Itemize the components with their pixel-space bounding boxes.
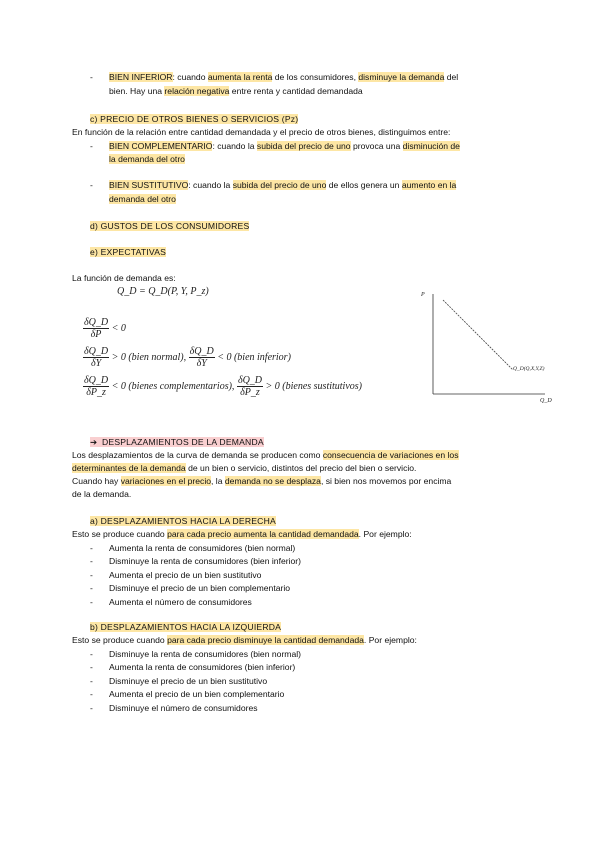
text: , si bien nos movemos por encima <box>320 476 452 486</box>
list-item: Disminuye el precio de un bien sustitutivo <box>109 676 268 686</box>
highlight: demanda del otro <box>109 194 176 204</box>
derecha-heading <box>90 516 276 526</box>
text: bien. Hay una <box>109 86 165 96</box>
derivative-denominator: δY <box>196 358 207 369</box>
text: de los consumidores, <box>272 72 359 82</box>
demand-curve <box>443 300 513 370</box>
derivative-relation: < 0 <box>111 322 126 334</box>
complementario-line1 <box>109 141 460 151</box>
bullet-dash: - <box>90 72 93 82</box>
highlight: para cada precio disminuye la cantidad demandada <box>167 635 364 645</box>
text: Esto se produce cuando <box>72 529 168 539</box>
text: Los desplazamientos de la curva de demanda se producen como <box>72 450 323 460</box>
text: , la <box>211 476 225 486</box>
bien-inferior-label: BIEN INFERIOR <box>109 72 173 82</box>
highlight: la demanda del otro <box>109 154 185 164</box>
list-item: Disminuye la renta de consumidores (bien normal) <box>109 649 302 659</box>
derivative-denominator: δP_z <box>240 387 260 398</box>
bullet-dash: - <box>90 649 93 659</box>
heading-text: DESPLAZAMIENTOS DE LA DEMANDA <box>101 437 264 447</box>
bullet-dash: - <box>90 676 93 686</box>
heading-text: c) PRECIO DE OTROS BIENES O SERVICIOS (Pz) <box>90 114 299 124</box>
derivative-income <box>83 346 291 369</box>
derivative-denominator: δY <box>90 358 102 369</box>
bien-inferior-line2 <box>109 86 363 96</box>
highlight: determinantes de la demanda <box>72 463 186 473</box>
highlight: para cada precio aumenta la cantidad demandada <box>167 529 359 539</box>
list-item: Aumenta el número de consumidores <box>109 597 252 607</box>
bullet-dash: - <box>90 570 93 580</box>
bullet-dash: - <box>90 583 93 593</box>
complementario-line2 <box>109 154 185 164</box>
section-c-heading <box>90 114 298 124</box>
highlight: subida del precio de uno <box>256 141 351 151</box>
heading-text: b) DESPLAZAMIENTOS HACIA LA IZQUIERDA <box>90 622 282 632</box>
highlight: subida del precio de uno <box>232 180 327 190</box>
bullet-dash: - <box>90 180 93 190</box>
section-e-heading <box>90 247 166 257</box>
sustitutivo-line1 <box>109 180 456 190</box>
section-d-heading <box>90 221 249 231</box>
bien-inferior-line1 <box>109 72 458 82</box>
heading-text: d) GUSTOS DE LOS CONSUMIDORES <box>90 221 250 231</box>
bullet-dash: - <box>90 689 93 699</box>
highlight: consecuencia de variaciones en los <box>322 450 459 460</box>
x-axis-label: Q_D <box>540 398 552 404</box>
bullet-dash: - <box>90 703 93 713</box>
text: . Por ejemplo: <box>358 529 412 539</box>
list-item: Aumenta la renta de consumidores (bien normal) <box>109 543 296 553</box>
bullet-dash: - <box>90 141 93 151</box>
text: : cuando la <box>188 180 233 190</box>
bullet-dash: - <box>90 543 93 553</box>
highlight: aumento en la <box>401 180 457 190</box>
derivative-price <box>83 317 126 340</box>
izquierda-intro <box>72 635 417 645</box>
derivative-relation: > 0 (bienes sustitutivos) <box>265 380 362 392</box>
highlight: variaciones en el precio <box>120 476 212 486</box>
list-item: Disminuye el número de consumidores <box>109 703 258 713</box>
bullet-dash: - <box>90 662 93 672</box>
derivative-numerator: δQ_D <box>189 346 214 357</box>
derecha-intro <box>72 529 412 539</box>
bullet-dash: - <box>90 556 93 566</box>
highlight: demanda no se desplaza <box>224 476 321 486</box>
derivative-numerator: δQ_D <box>84 317 109 328</box>
y-axis-label: P <box>421 292 425 298</box>
derivative-relation: < 0 (bienes complementarios), <box>111 380 235 392</box>
demand-function-formula: Q_D = Q_D(P, Y, P_z) <box>117 286 209 297</box>
desplazamientos-heading <box>90 437 264 448</box>
text: Esto se produce cuando <box>72 635 168 645</box>
arrow-icon: ➔ <box>90 437 98 447</box>
complementario-label: BIEN COMPLEMENTARIO <box>109 141 213 151</box>
highlight: aumenta la renta <box>207 72 273 82</box>
funcion-intro: La función de demanda es: <box>72 273 176 283</box>
derivative-relation: < 0 (bien inferior) <box>217 351 291 363</box>
heading-text: e) EXPECTATIVAS <box>90 247 167 257</box>
bullet-dash: - <box>90 597 93 607</box>
heading-text: a) DESPLAZAMIENTOS HACIA LA DERECHA <box>90 516 276 526</box>
derivative-denominator: δP_z <box>86 387 106 398</box>
text: Cuando hay <box>72 476 121 486</box>
highlight: disminuye la demanda <box>358 72 445 82</box>
derivative-other-price <box>83 375 362 398</box>
list-item: Aumenta el precio de un bien complementario <box>109 689 285 699</box>
derivative-numerator: δQ_D <box>84 346 109 357</box>
text: : cuando la <box>212 141 257 151</box>
text: . Por ejemplo: <box>363 635 417 645</box>
desplazamientos-p2-line2: de la demanda. <box>72 489 132 499</box>
desplazamientos-p1-line2 <box>72 463 416 473</box>
sustitutivo-label: BIEN SUSTITUTIVO <box>109 180 189 190</box>
derivative-relation: > 0 (bien normal), <box>111 351 187 363</box>
sustitutivo-line2 <box>109 194 176 204</box>
list-item: Aumenta la renta de consumidores (bien inferior) <box>109 662 296 672</box>
text: de ellos genera un <box>326 180 402 190</box>
demand-graph <box>410 284 550 406</box>
curve-label: Q_D(Q,X,Y,Z) <box>513 366 545 372</box>
text: entre renta y cantidad demandada <box>229 86 363 96</box>
derivative-numerator: δQ_D <box>237 375 263 386</box>
izquierda-heading <box>90 622 281 632</box>
derivative-numerator: δQ_D <box>84 375 109 386</box>
text: provoca una <box>350 141 403 151</box>
highlight: disminución de <box>402 141 460 151</box>
text: : cuando <box>172 72 208 82</box>
desplazamientos-p2-line1 <box>72 476 451 486</box>
list-item: Disminuye el precio de un bien complementario <box>109 583 291 593</box>
section-c-intro: En función de la relación entre cantidad demandada y el precio de otros bienes, distinguimos entre: <box>72 127 451 137</box>
list-item: Disminuye la renta de consumidores (bien inferior) <box>109 556 302 566</box>
highlight: relación negativa <box>164 86 230 96</box>
list-item: Aumenta el precio de un bien sustitutivo <box>109 570 262 580</box>
text: del <box>444 72 459 82</box>
desplazamientos-p1-line1 <box>72 450 459 460</box>
text: de un bien o servicio, distintos del precio del bien o servicio. <box>185 463 417 473</box>
derivative-denominator: δP <box>90 329 102 340</box>
